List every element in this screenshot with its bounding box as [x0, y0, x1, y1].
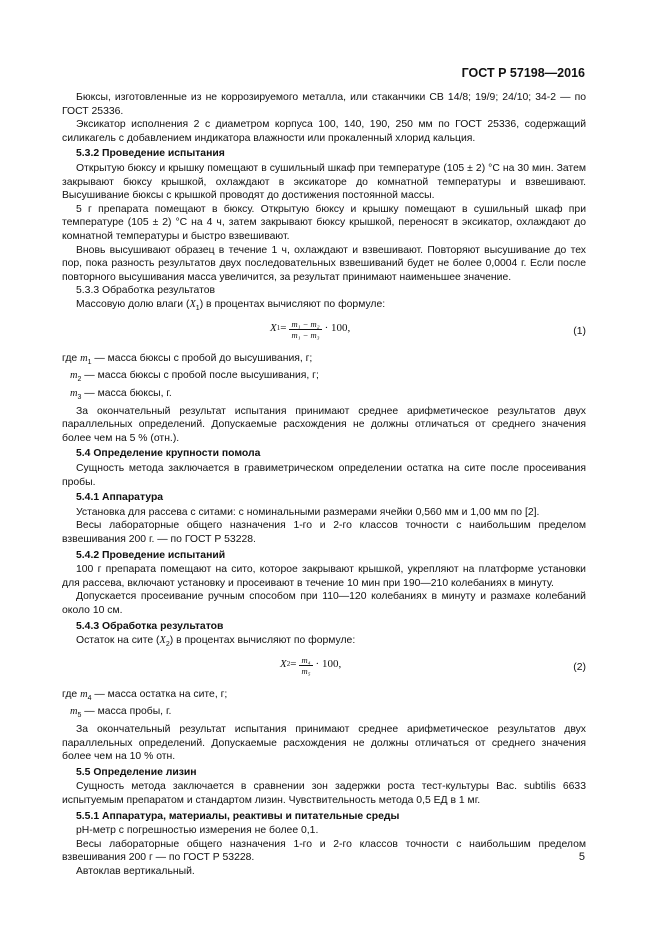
section-heading: 5.4.2 Проведение испытаний [76, 549, 226, 561]
paragraph: Сущность метода заключается в гравиметрическом определении остатка на сите после просеивания пробы. [62, 462, 586, 488]
paragraph: Весы лабораторные общего назначения 1-го и 2-го классов точности с наибольшим пределом взвешивания 200 г — по ГОСТ Р 53228. [62, 838, 586, 864]
section-heading: 5.5 Определение лизин [76, 766, 197, 778]
formula-fraction: $\frac{\text{m₄}}{\text{m₅}}$ [301, 654, 311, 676]
section-heading: 5.3.3 Обработка результатов [76, 285, 216, 297]
paragraph: Открытую бюксу и крышку помещают в сушильный шкаф при температуре (105 ± 2) °С на 30 мин. Затем закрывают бюксу крышкой, охлаждают в эксикаторе до комнатной температуры и взвешивают. Высушивание бюксы с крышкой проводят до достижения постоянной массы. [62, 162, 586, 202]
page-number: 5 [578, 851, 585, 863]
paragraph: Автоклав вертикальный. [76, 866, 195, 878]
section-heading: 5.4.1 Аппаратура [76, 492, 164, 504]
paragraph: Остаток на сите $(X_2)$ в процентах вычисляют по формуле: [76, 635, 356, 649]
legend-line: где $m_4$ — масса остатка на сите, г; [62, 688, 228, 702]
section-heading: 5.4.3 Обработка результатов [76, 620, 224, 632]
formula-2: X 2 = $\frac{\text{m₄}}{\text{m₅}}$ · 100, (2) [280, 654, 586, 676]
legend-line: $m_5$ — масса пробы, г. [70, 706, 172, 720]
formula-1: X 1 = $\frac{\text{m₁ − m₂}}{\text{m₁ − m₃}}$ · 100, (1) [270, 318, 586, 340]
section-heading: 5.4 Определение крупности помола [76, 448, 261, 460]
page-body [62, 91, 586, 879]
paragraph: Эксикатор исполнения 2 с диаметром корпуса 100, 140, 190, 250 мм по ГОСТ 25336, содержащий силикагель с добавлением индикатора влажности или прокаленный хлорид кальция. [62, 119, 586, 144]
formula-number: (2) [573, 661, 586, 673]
section-heading: 5.3.2 Проведение испытания [76, 148, 225, 160]
paragraph: Массовую долю влаги $(X_1)$ в процентах вычисляют по формуле: [76, 298, 386, 312]
legend-line: $m_2$ — масса бюксы с пробой после высушивания, г; [70, 370, 319, 384]
legend-line: где $m_1$ — масса бюксы с пробой до высушивания, г; [62, 352, 313, 366]
formula-fraction: $\frac{\text{m₁ − m₂}}{\text{m₁ − m₃}}$ [291, 318, 320, 340]
paragraph: pH-метр с погрешностью измерения не более 0,1. [76, 825, 319, 837]
paragraph: Установка для рассева с ситами: с номинальными размерами ячейки 0,560 мм и 1,00 мм по [2]. [76, 506, 540, 518]
paragraph: Допускается просеивание ручным способом при 110—120 колебаниях в минуту и размахе колебаний около 10 см. [62, 591, 586, 616]
paragraph: 100 г препарата помещают на сито, которое закрывают крышкой, укрепляют на платформе установки для рассева, включают установку и просеивают в течение 10 мин при 190—210 колебаниях в минуту. [62, 564, 586, 589]
paragraph: За окончательный результат испытания принимают среднее арифметическое результатов двух параллельных определений. Допускаемые расхождения не должны отличаться от среднего значения более чем на 10 % отн. [62, 724, 586, 763]
document-code-header: ГОСТ Р 57198—2016 [461, 66, 585, 80]
legend-line: $m_3$ — масса бюксы, г. [70, 387, 172, 401]
paragraph: 5 г препарата помещают в бюксу. Открытую бюксу и крышку помещают в сушильный шкаф при температуре (105 ± 2) °С на 4 ч, затем закрывают бюксу крышкой, переносят в эксикатор, охлаждают до комнатной температуры и быстро взвешивают. [62, 203, 586, 242]
formula-number: (1) [573, 325, 586, 337]
section-heading: 5.5.1 Аппаратура, материалы, реактивы и питательные среды [76, 810, 400, 822]
paragraph: Бюксы, изготовленные из не коррозируемого металла, или стаканчики СВ 14/8; 19/9; 24/10; 34-2 — по ГОСТ 25336. [62, 92, 586, 117]
paragraph: Сущность метода заключается в сравнении зон задержки роста тест-культуры Bac. subtilis 6633 испытуемым препаратом и стандартом лизин. Чувствительность метода 0,5 ЕД в 1 мг. [62, 781, 586, 807]
paragraph: За окончательный результат испытания принимают среднее арифметическое результатов двух параллельных определений. Допускаемые расхождения не должны отличаться от среднего значения более чем на 5 % (отн.). [62, 405, 586, 444]
paragraph: Вновь высушивают образец в течение 1 ч, охлаждают и взвешивают. Повторяют высушивание до тех пор, пока разность результатов двух последовательных взвешиваний будет не более 0,0004 г. Если после повторного высушивания масса увеличится, за результат принимают наименьшее значение. [62, 244, 586, 283]
paragraph: Весы лабораторные общего назначения 1-го и 2-го классов точности с наибольшим пределом взвешивания 200 г. — по ГОСТ Р 53228. [62, 520, 586, 545]
